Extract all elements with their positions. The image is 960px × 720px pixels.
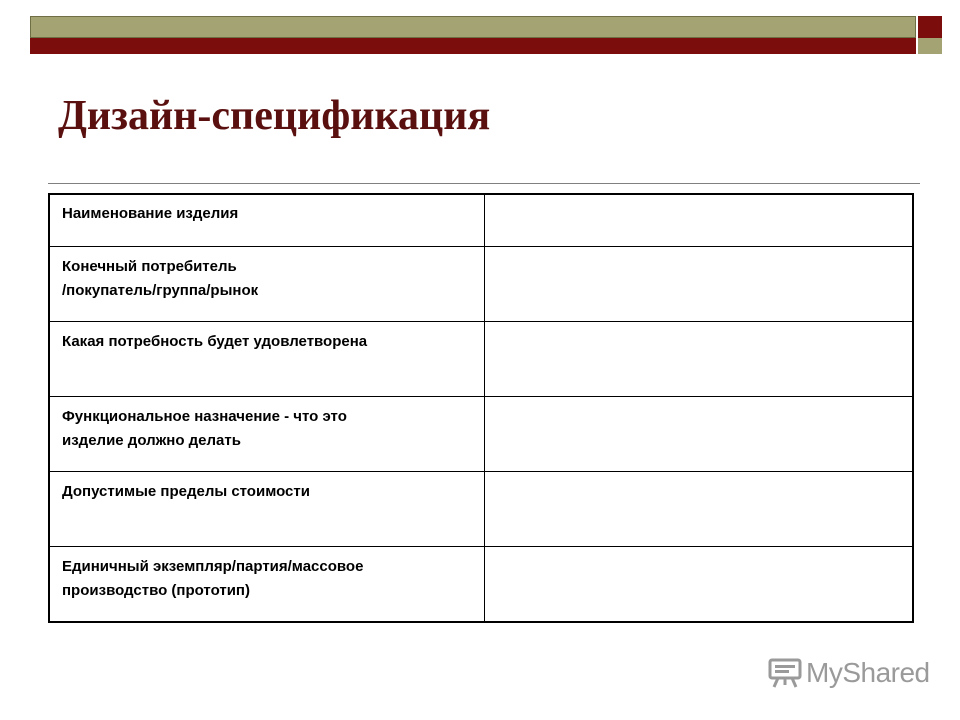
row-label [49, 397, 485, 472]
row-label-line: Единичный экземпляр/партия/массовое [62, 558, 364, 575]
row-label-line: Допустимые пределы стоимости [62, 483, 310, 500]
presentation-board-icon [768, 657, 802, 689]
page-title: Дизайн-спецификация [58, 93, 491, 139]
row-label [49, 547, 485, 623]
header-maroon-stripe [30, 38, 916, 54]
row-label [49, 472, 485, 547]
header-olive-stripe [30, 16, 916, 38]
row-value-cell [485, 472, 914, 547]
row-value-cell [485, 247, 914, 322]
header-decoration-bar [0, 0, 960, 60]
row-label-line: Наименование изделия [62, 205, 239, 222]
row-label-line: производство (прототип) [62, 582, 250, 599]
header-olive-square [918, 38, 942, 54]
design-spec-table [48, 193, 914, 623]
header-maroon-square [918, 16, 942, 38]
row-label [49, 194, 485, 247]
row-label-line: Функциональное назначение - что это [62, 408, 347, 425]
row-value-cell [485, 322, 914, 397]
table-row [49, 397, 913, 472]
row-label-line: /покупатель/группа/рынок [62, 282, 259, 299]
table-row [49, 247, 913, 322]
title-divider [48, 183, 920, 184]
row-label [49, 322, 485, 397]
row-value-cell [485, 397, 914, 472]
watermark-text: MyShared [806, 657, 930, 688]
row-value-cell [485, 194, 914, 247]
table-row [49, 472, 913, 547]
row-value-cell [485, 547, 914, 623]
watermark-logo [768, 656, 930, 690]
row-label-line: Конечный потребитель [62, 258, 237, 275]
table-row [49, 194, 913, 247]
table-row [49, 322, 913, 397]
row-label-line: изделие должно делать [62, 432, 241, 449]
row-label [49, 247, 485, 322]
row-label-line: Какая потребность будет удовлетворена [62, 333, 368, 350]
table-row [49, 547, 913, 623]
